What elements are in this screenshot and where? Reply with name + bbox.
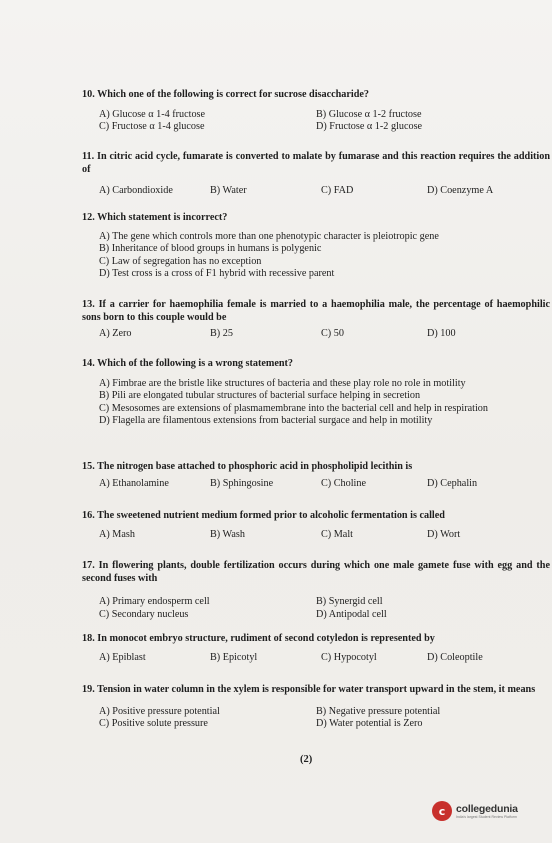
option-b: B) 25 xyxy=(210,328,233,339)
option-d: D) Cephalin xyxy=(427,477,478,489)
option-a: A) Epiblast xyxy=(99,651,146,663)
question-14 xyxy=(82,358,552,428)
question-16 xyxy=(82,510,552,541)
option-a: A) Zero xyxy=(99,328,132,339)
option-d: D) Test cross is a cross of F1 hybrid with recessive parent xyxy=(99,268,335,279)
option-b: B) Wash xyxy=(210,528,245,540)
option-b: B) Sphingosine xyxy=(210,477,274,489)
option-d: D) Coenzyme A xyxy=(427,185,494,196)
question-15 xyxy=(82,461,552,490)
option-c: C) Law of segregation has no exception xyxy=(99,255,262,267)
option-c: C) Positive solute pressure xyxy=(99,718,208,729)
option-d: D) Fructose α 1-2 glucose xyxy=(316,121,423,132)
option-b: B) Water xyxy=(210,185,247,196)
option-b: B) Glucose α 1-2 fructose xyxy=(316,108,422,120)
option-d: D) Flagella are filamentous extensions from bacterial surgace and help in motility xyxy=(99,415,433,426)
option-c: C) Malt xyxy=(321,528,353,540)
question-18 xyxy=(82,633,552,664)
option-c: C) FAD xyxy=(321,185,354,196)
page-number: (2) xyxy=(300,754,313,765)
option-d: D) Wort xyxy=(427,528,461,540)
option-c: C) Mesosomes are extensions of plasmamembrane into the bacterial cell and help in respiration xyxy=(99,402,488,414)
option-c: C) Choline xyxy=(321,477,366,489)
option-a: A) Carbondioxide xyxy=(99,185,173,196)
option-a: A) Ethanolamine xyxy=(99,477,169,489)
collegedunia-watermark xyxy=(432,796,528,826)
question-11 xyxy=(82,151,552,198)
option-d: D) Coleoptile xyxy=(427,651,483,663)
question-stem: 17. In flowering plants, double fertilization occurs during which one male gamete fuse with egg and the second fuses with xyxy=(82,560,550,584)
question-stem: 10. Which one of the following is correct for sucrose disaccharide? xyxy=(82,89,370,100)
brand-name: collegedunia xyxy=(456,803,518,815)
option-a: A) The gene which controls more than one phenotypic character is pleiotropic gene xyxy=(99,230,439,242)
question-17 xyxy=(82,560,552,621)
option-b: B) Epicotyl xyxy=(210,651,258,663)
option-a: A) Positive pressure potential xyxy=(99,705,220,717)
question-stem: 12. Which statement is incorrect? xyxy=(82,212,228,223)
option-c: C) Hypocotyl xyxy=(321,651,377,663)
question-stem: 16. The sweetened nutrient medium formed prior to alcoholic fermentation is called xyxy=(82,510,445,521)
question-stem: 18. In monocot embryo structure, rudiment of second cotyledon is represented by xyxy=(82,633,435,644)
option-d: D) Antipodal cell xyxy=(316,608,387,620)
question-stem: 13. If a carrier for haemophilia female is married to a haemophilia male, the percentage of haemophilic sons born to this couple would be xyxy=(82,299,550,323)
brand-tagline: India's largest Student Review Platform xyxy=(456,815,517,819)
option-b: B) Synergid cell xyxy=(316,596,383,607)
option-b: B) Negative pressure potential xyxy=(316,705,441,717)
option-b: B) Pili are elongated tubular structures of bacterial surface helping in secretion xyxy=(99,390,421,401)
option-c: C) Secondary nucleus xyxy=(99,608,189,620)
question-19 xyxy=(82,684,552,731)
question-stem: 15. The nitrogen base attached to phosphoric acid in phospholipid lecithin is xyxy=(82,461,413,472)
option-a: A) Fimbrae are the bristle like structures of bacteria and these play role no role in motility xyxy=(99,377,466,389)
question-stem: 19. Tension in water column in the xylem is responsible for water transport upward in the stem, it means xyxy=(82,684,536,695)
option-a: A) Primary endosperm cell xyxy=(99,596,210,607)
question-12 xyxy=(82,212,552,281)
option-d: D) Water potential is Zero xyxy=(316,718,423,729)
option-b: B) Inheritance of blood groups in humans is polygenic xyxy=(99,243,322,254)
option-c: C) 50 xyxy=(321,328,344,339)
question-stem: 11. In citric acid cycle, fumarate is converted to malate by fumarase and this reaction requires the addition of xyxy=(82,151,551,175)
option-a: A) Glucose α 1-4 fructose xyxy=(99,108,206,120)
question-10 xyxy=(82,89,552,134)
collegedunia-logo-icon: c xyxy=(432,801,452,821)
question-13 xyxy=(82,299,552,341)
option-a: A) Mash xyxy=(99,528,135,540)
option-d: D) 100 xyxy=(427,328,456,339)
option-c: C) Fructose α 1-4 glucose xyxy=(99,121,205,132)
question-stem: 14. Which of the following is a wrong statement? xyxy=(82,358,294,369)
